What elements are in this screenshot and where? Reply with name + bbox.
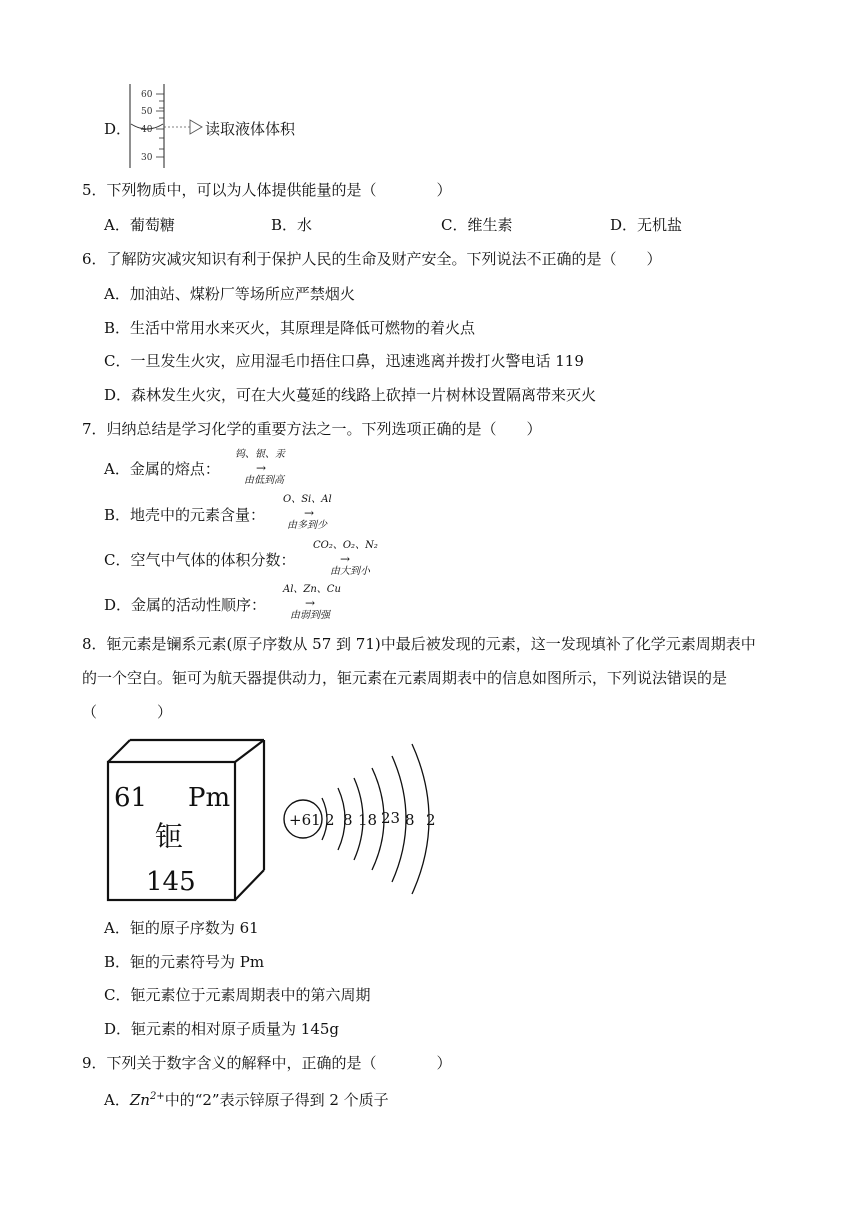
q6-option-d: D．森林发生火灾，可在大火蔓延的线路上砍掉一片树林设置隔离带来灭火 bbox=[104, 386, 597, 404]
q6-option-b: B．生活中常用水来灭火，其原理是降低可燃物的着火点 bbox=[104, 319, 476, 337]
q5-stem: 5．下列物质中，可以为人体提供能量的是（ ） bbox=[82, 181, 452, 199]
q5-option-d: D．无机盐 bbox=[610, 216, 683, 234]
q8-option-a: A．钷的原子序数为 61 bbox=[104, 919, 259, 937]
element-symbol: Pm bbox=[188, 783, 231, 813]
q5-option-a: A．葡萄糖 bbox=[104, 216, 175, 234]
q7-stem: 7．归纳总结是学习化学的重要方法之一。下列选项正确的是（ ） bbox=[82, 420, 542, 438]
q9-option-a-text: 中的“2”表示锌原子得到 2 个质子 bbox=[164, 1091, 389, 1109]
element-card-figure bbox=[100, 738, 460, 906]
shell-electrons-4: 23 bbox=[381, 809, 401, 827]
q7-option-b-arrow: → bbox=[304, 506, 315, 520]
q6-option-c: C．一旦发生火灾，应用湿毛巾捂住口鼻，迅速逃离并拨打火警电话 119 bbox=[104, 352, 584, 370]
q9-option-a-prefix: A． bbox=[104, 1091, 130, 1109]
q7-option-c-bottom: 由大到小 bbox=[330, 566, 370, 577]
q7-option-a-arrow: → bbox=[256, 461, 267, 475]
q9-option-a bbox=[104, 1087, 389, 1110]
q7-option-d-arrow: → bbox=[305, 596, 316, 610]
cylinder-tick-60: 60 bbox=[141, 90, 153, 100]
q5-option-c: C．维生素 bbox=[441, 216, 513, 234]
q9-option-a-formula: Zn bbox=[129, 1091, 150, 1109]
q7-option-d-label: D．金属的活动性顺序： bbox=[104, 596, 267, 614]
q8-option-d: D．钷元素的相对原子质量为 145g bbox=[104, 1020, 340, 1038]
shell-electrons-5: 8 bbox=[405, 811, 415, 829]
q9-stem: 9．下列关于数字含义的解释中，正确的是（ ） bbox=[82, 1054, 452, 1072]
q8-stem-line2: 的一个空白。钷可为航天器提供动力，钷元素在元素周期表中的信息如图所示，下列说法错误的是 bbox=[82, 669, 728, 687]
element-atomic-number: 61 bbox=[114, 783, 148, 813]
q7-option-c-top: CO₂、O₂、N₂ bbox=[313, 540, 378, 551]
nucleus-charge: +61 bbox=[289, 811, 321, 829]
q7-option-d-bottom: 由弱到强 bbox=[290, 610, 330, 621]
cylinder-tick-40: 40 bbox=[141, 125, 153, 135]
q7-option-b-bottom: 由多到少 bbox=[287, 520, 327, 531]
q4-option-d-caption: 读取液体体积 bbox=[205, 120, 296, 138]
element-mass: 145 bbox=[146, 867, 196, 897]
q7-option-c-label: C．空气中气体的体积分数： bbox=[104, 551, 296, 569]
cylinder-tick-50: 50 bbox=[141, 107, 153, 117]
q8-option-c: C．钷元素位于元素周期表中的第六周期 bbox=[104, 986, 371, 1004]
shell-electrons-1: 2 bbox=[325, 811, 335, 829]
q5-option-b: B．水 bbox=[271, 216, 313, 234]
q7-option-b-top: O、Si、Al bbox=[283, 494, 332, 505]
q8-option-b: B．钷的元素符号为 Pm bbox=[104, 953, 265, 971]
shell-electrons-2: 8 bbox=[343, 811, 353, 829]
q7-option-a-label: A．金属的熔点： bbox=[104, 460, 220, 478]
shell-electrons-3: 18 bbox=[358, 811, 378, 829]
q7-option-b-label: B．地壳中的元素含量： bbox=[104, 506, 266, 524]
q8-stem-line3: （ ） bbox=[82, 703, 173, 721]
element-name: 钷 bbox=[155, 820, 184, 853]
cylinder-tick-30: 30 bbox=[141, 153, 153, 163]
eye-icon bbox=[190, 120, 202, 134]
shell-electrons-6: 2 bbox=[426, 811, 436, 829]
q9-option-a-charge: 2+ bbox=[149, 1091, 165, 1102]
q6-stem: 6．了解防灾减灾知识有利于保护人民的生命及财产安全。下列说法不正确的是（ ） bbox=[82, 250, 662, 268]
q6-option-a: A．加油站、煤粉厂等场所应严禁烟火 bbox=[104, 285, 355, 303]
q7-option-c-arrow: → bbox=[340, 552, 351, 566]
q7-option-a-bottom: 由低到高 bbox=[244, 475, 284, 486]
q4-option-d-letter: D． bbox=[104, 120, 132, 138]
q7-option-a-top: 钨、银、汞 bbox=[235, 449, 285, 460]
q7-option-d-top: Al、Zn、Cu bbox=[283, 584, 341, 595]
q8-stem-line1: 8．钷元素是镧系元素(原子序数从 57 到 71)中最后被发现的元素，这一发现填补了化学元素周期表中 bbox=[82, 635, 756, 653]
